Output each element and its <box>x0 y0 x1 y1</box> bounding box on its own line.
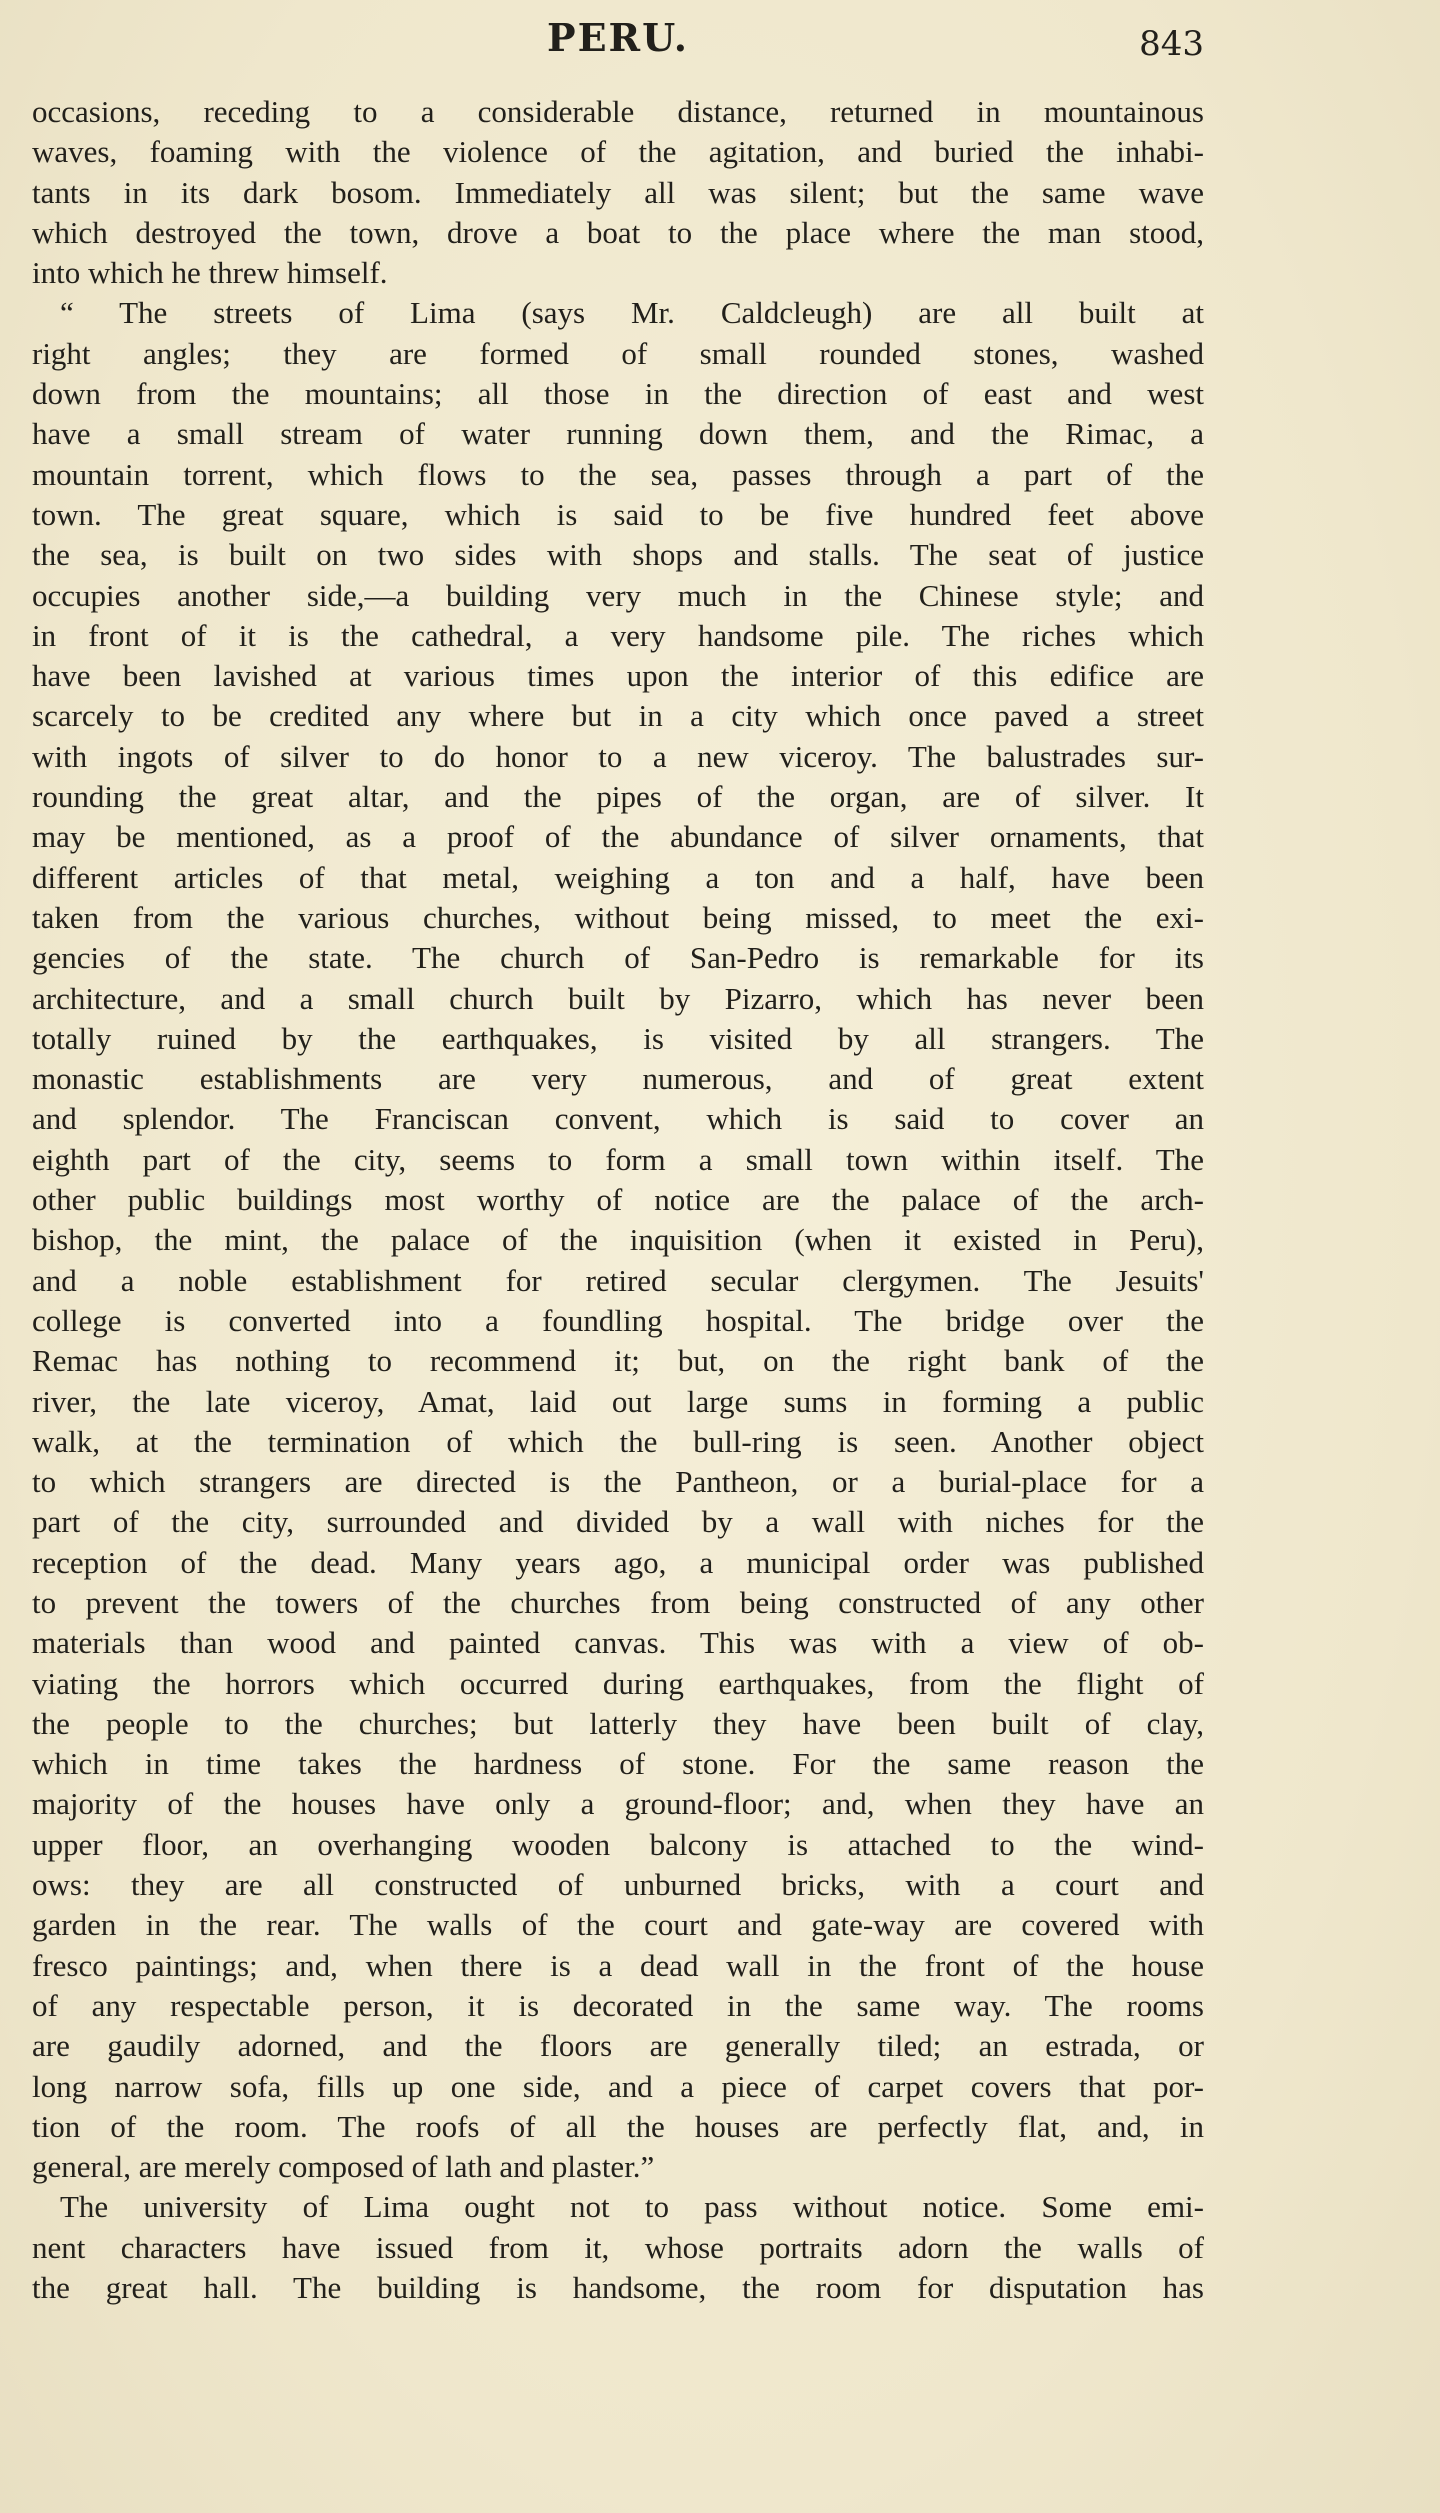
text-line: river, the late viceroy, Amat, laid out large sums in forming a public <box>32 1383 1204 1419</box>
text-line: monastic establishments are very numerous, and of great extent <box>32 1061 1204 1097</box>
text-line: different articles of that metal, weighing a ton and a half, have been <box>32 859 1204 895</box>
text-line: eighth part of the city, seems to form a small town within itself. The <box>32 1141 1204 1177</box>
text-line: gencies of the state. The church of San-Pedro is remarkable for its <box>32 940 1204 976</box>
text-line: down from the mountains; all those in the direction of east and west <box>32 376 1204 412</box>
text-line: other public buildings most worthy of notice are the palace of the arch- <box>32 1182 1204 1218</box>
text-line: viating the horrors which occurred during earthquakes, from the flight of <box>32 1665 1204 1701</box>
text-line: architecture, and a small church built by Pizarro, which has never been <box>32 980 1204 1016</box>
text-line: into which he threw himself. <box>32 255 388 291</box>
text-line: nent characters have issued from it, whose portraits adorn the walls of <box>32 2229 1204 2265</box>
text-line: garden in the rear. The walls of the court and gate-way are covered with <box>32 1907 1204 1943</box>
text-line: to which strangers are directed is the Pantheon, or a burial-place for a <box>32 1464 1204 1500</box>
text-line: which destroyed the town, drove a boat to the place where the man stood, <box>32 214 1204 250</box>
text-line: the people to the churches; but latterly they have been built of clay, <box>32 1705 1204 1741</box>
running-head: PERU. <box>547 15 689 60</box>
text-line: tion of the room. The roofs of all the houses are perfectly flat, and, in <box>32 2108 1204 2144</box>
text-line: materials than wood and painted canvas. This was with a view of ob- <box>32 1625 1204 1661</box>
text-line: occupies another side,—a building very much in the Chinese style; and <box>32 577 1204 613</box>
text-line: the great hall. The building is handsome, the room for disputation has <box>32 2270 1204 2306</box>
text-line: scarcely to be credited any where but in a city which once paved a street <box>32 698 1204 734</box>
text-line: in front of it is the cathedral, a very handsome pile. The riches which <box>32 617 1204 653</box>
text-line: part of the city, surrounded and divided by a wall with niches for the <box>32 1504 1204 1540</box>
text-line: and a noble establishment for retired secular clergymen. The Jesuits' <box>32 1262 1204 1298</box>
text-line: waves, foaming with the violence of the agitation, and buried the inhabi- <box>32 134 1204 170</box>
text-line: town. The great square, which is said to be five hundred feet above <box>32 496 1204 532</box>
text-line: fresco paintings; and, when there is a dead wall in the front of the house <box>32 1947 1204 1983</box>
text-line: long narrow sofa, fills up one side, and a piece of carpet covers that por- <box>32 2068 1204 2104</box>
text-line: right angles; they are formed of small rounded stones, washed <box>32 335 1204 371</box>
text-line: “ The streets of Lima (says Mr. Caldcleugh) are all built at <box>60 295 1204 331</box>
text-line: Remac has nothing to recommend it; but, on the right bank of the <box>32 1343 1204 1379</box>
text-line: of any respectable person, it is decorated in the same way. The rooms <box>32 1987 1204 2023</box>
page-header <box>32 8 1204 68</box>
text-line: reception of the dead. Many years ago, a municipal order was published <box>32 1544 1204 1580</box>
text-line: upper floor, an overhanging wooden balcony is attached to the wind- <box>32 1826 1204 1862</box>
text-line: taken from the various churches, without being missed, to meet the exi- <box>32 899 1204 935</box>
text-line: may be mentioned, as a proof of the abundance of silver ornaments, that <box>32 819 1204 855</box>
text-line: The university of Lima ought not to pass without notice. Some emi- <box>60 2189 1204 2225</box>
text-line: have been lavished at various times upon the interior of this edifice are <box>32 658 1204 694</box>
body-text <box>32 92 1204 2308</box>
text-line: rounding the great altar, and the pipes of the organ, are of silver. It <box>32 779 1204 815</box>
text-line: tants in its dark bosom. Immediately all was silent; but the same wave <box>32 174 1204 210</box>
text-line: which in time takes the hardness of stone. For the same reason the <box>32 1746 1204 1782</box>
text-line: mountain torrent, which flows to the sea, passes through a part of the <box>32 456 1204 492</box>
text-line: with ingots of silver to do honor to a new viceroy. The balustrades sur- <box>32 738 1204 774</box>
page-number: 843 <box>1139 24 1204 64</box>
text-line: have a small stream of water running down them, and the Rimac, a <box>32 416 1204 452</box>
text-line: occasions, receding to a considerable distance, returned in mountainous <box>32 94 1204 129</box>
text-line: and splendor. The Franciscan convent, which is said to cover an <box>32 1101 1204 1137</box>
text-line: are gaudily adorned, and the floors are generally tiled; an estrada, or <box>32 2028 1204 2064</box>
text-line: totally ruined by the earthquakes, is visited by all strangers. The <box>32 1020 1204 1056</box>
text-line: majority of the houses have only a ground-floor; and, when they have an <box>32 1786 1204 1822</box>
text-line: college is converted into a foundling hospital. The bridge over the <box>32 1302 1204 1338</box>
text-line: general, are merely composed of lath and plaster.” <box>32 2149 655 2185</box>
text-line: walk, at the termination of which the bull-ring is seen. Another object <box>32 1423 1204 1459</box>
text-line: to prevent the towers of the churches from being constructed of any other <box>32 1584 1204 1620</box>
text-line: the sea, is built on two sides with shops and stalls. The seat of justice <box>32 537 1204 573</box>
text-line: ows: they are all constructed of unburned bricks, with a court and <box>32 1867 1204 1903</box>
text-line: bishop, the mint, the palace of the inquisition (when it existed in Peru), <box>32 1222 1204 1258</box>
